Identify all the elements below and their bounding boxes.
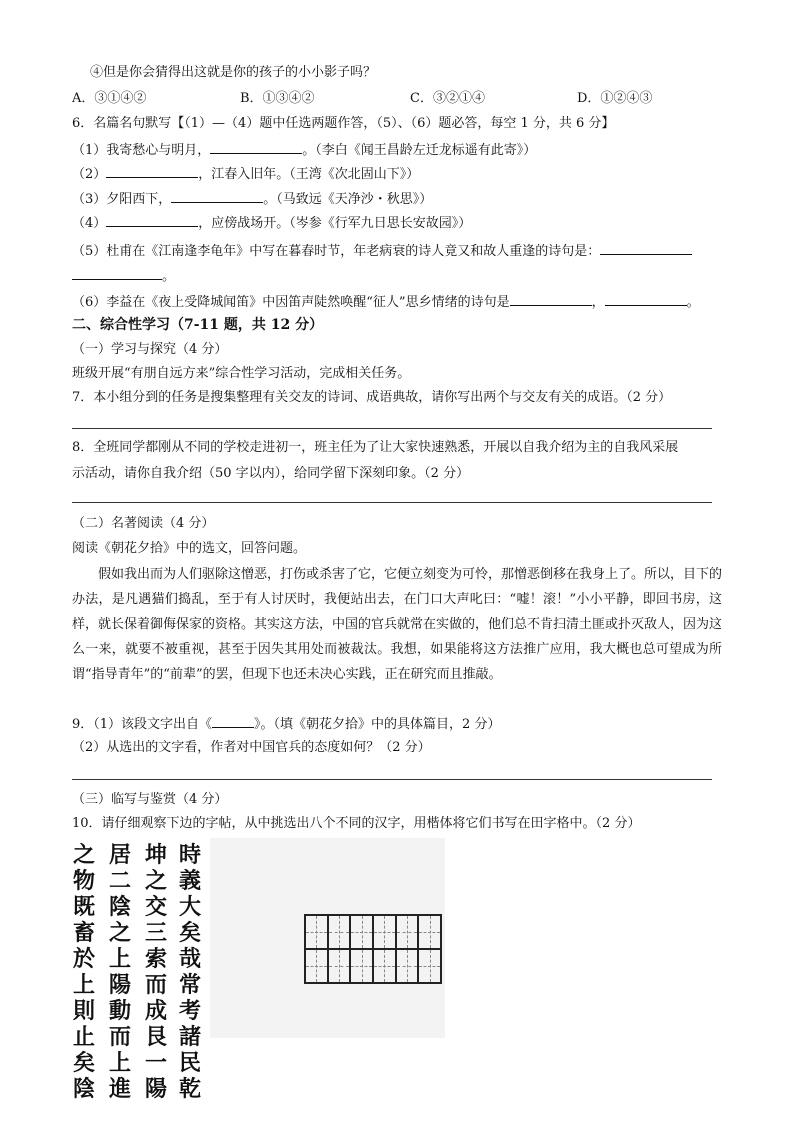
q9-part1-end: 》。（填《朝花夕拾》中的具体篇目，2 分）	[254, 717, 501, 732]
q6-line4-source: ，应傍战场开。（岑参《行军九日思长安故园》）	[198, 216, 472, 231]
activity-intro: 班级开展“有朋自远方来”综合性学习活动，完成相关任务。	[72, 366, 411, 381]
q5-options	[72, 90, 722, 108]
q6-line2	[72, 164, 419, 184]
grid-cell[interactable]	[373, 949, 396, 983]
calligraphy-column-2: 居二陰之上陽動而上進	[108, 842, 131, 1102]
grid-cell[interactable]	[350, 915, 373, 949]
q6-line5-cont	[72, 266, 175, 286]
option-c: C．③②①④	[410, 91, 485, 106]
q6-line2-text: （2）	[72, 167, 107, 182]
q6-line6-end: 。	[686, 295, 700, 310]
grid-cell[interactable]	[418, 949, 441, 983]
grid-cell[interactable]	[328, 915, 351, 949]
grid-cell[interactable]	[396, 915, 419, 949]
q6-line6-text: （6）李益在《夜上受降城闻笛》中因笛声陡然唤醒“征人”思乡情绪的诗句是	[72, 295, 510, 310]
q10-text: 10．请仔细观察下边的字帖，从中挑选出八个不同的汉字，用楷体将它们书写在田字格中。（2 分）	[72, 816, 641, 831]
reading-intro: 阅读《朝花夕拾》中的选文，回答问题。	[72, 541, 307, 556]
q7-answer-line[interactable]	[72, 428, 712, 429]
grid-cell[interactable]	[328, 949, 351, 983]
answer-blank[interactable]	[106, 164, 198, 178]
q6-line3-text: （3）夕阳西下，	[72, 192, 172, 207]
q6-line2-source: ，江春入旧年。（王湾《次北固山下》）	[198, 167, 420, 182]
q8-text-b: 示活动，请你自我介绍（50 字以内），给同学留下深刻印象。（2 分）	[72, 466, 470, 481]
answer-blank[interactable]	[72, 266, 162, 280]
answer-blank[interactable]	[600, 241, 692, 255]
answer-blank[interactable]	[106, 213, 198, 227]
q6-line6-comma: ，	[591, 295, 605, 310]
grid-cell[interactable]	[305, 949, 328, 983]
calligraphy-column-4: 時義大矣哉常考諸民乾	[178, 842, 201, 1102]
q6-line3	[72, 189, 432, 209]
grid-cell[interactable]	[418, 915, 441, 949]
q9-part1-text: 9．（1）该段文字出自《	[72, 717, 213, 732]
tianzige-grid	[304, 914, 442, 984]
option-b: B．①③④②	[240, 91, 315, 106]
q6-line5	[72, 241, 692, 261]
grid-cell[interactable]	[305, 915, 328, 949]
q6-line1-text: （1）我寄愁心与明月，	[72, 143, 211, 158]
option-a: A．③①④②	[72, 91, 147, 106]
q6-line5-text: （5）杜甫在《江南逢李龟年》中写在暮春时节，年老病衰的诗人竟又和故人重逢的诗句是：	[72, 244, 601, 259]
answer-blank[interactable]	[210, 140, 302, 154]
q6-line6	[72, 292, 700, 312]
sub2-heading: （二）名著阅读（4 分）	[72, 516, 215, 531]
calligraphy-column-3: 坤之交三索而成艮一陽	[144, 842, 167, 1102]
grid-cell[interactable]	[350, 949, 373, 983]
part2-title: 二、综合性学习（7-11 题，共 12 分）	[72, 317, 324, 333]
q7-text: 7．本小组分到的任务是搜集整理有关交友的诗词、成语典故，请你写出两个与交友有关的成语。（2 分）	[72, 390, 672, 405]
q9-answer-line[interactable]	[72, 779, 712, 780]
q6-line4	[72, 213, 471, 233]
q5-item4: ④但是你会猜得出这就是你的孩子的小小影子吗？	[90, 65, 377, 80]
q9-part2: （2）从选出的文字看，作者对中国官兵的态度如何？（2 分）	[72, 740, 431, 755]
grid-cell[interactable]	[396, 949, 419, 983]
passage-text: 假如我出而为人们驱除这憎恶，打伤或杀害了它，它便立刻变为可怜，那憎恶倒移在我身上了。所以，目下的办法，是凡遇猫们捣乱，至于有人讨厌时，我便站出去，在门口大声叱曰：“嘘！滚！”小小平静，即回书房，这样，就长保着御侮保家的资格。其实这方法，中国的官兵就常在实做的，他们总不肯扫清土匪或扑灭敌人，因为这么一来，就要不被重视，甚至于因失其用处而被裁汰。我想，如果能将这方法推广应用，我大概也总可望成为所谓“指导青年”的“前辈”的罢，但现下也还未决心实践，正在研究而且推敲。	[72, 567, 723, 682]
answer-blank[interactable]	[510, 292, 592, 306]
option-d: D．①②④③	[577, 91, 653, 106]
sub1-heading: （一）学习与探究（4 分）	[72, 342, 228, 357]
q6-line5-end: 。	[162, 269, 176, 284]
q6-line4-text: （4）	[72, 216, 107, 231]
q8-answer-line[interactable]	[72, 502, 712, 503]
grid-cell[interactable]	[373, 915, 396, 949]
answer-blank[interactable]	[605, 292, 687, 306]
calligraphy-column-1: 之物既畜於上則止矣陰	[72, 842, 95, 1102]
q8-text-a: 8．全班同学都刚从不同的学校走进初一，班主任为了让大家快速熟悉，开展以自我介绍为主的自我风采展	[72, 440, 679, 455]
answer-blank[interactable]	[171, 189, 263, 203]
q9-part1	[72, 714, 500, 734]
q6-title: 6．名篇名句默写【（1）—（4）题中任选两题作答，（5）、（6）题必答，每空 1 分，共 6 分】	[72, 116, 615, 131]
q6-line1	[72, 140, 536, 160]
q6-line3-source: 。（马致远《天净沙・秋思》）	[263, 192, 433, 207]
answer-blank[interactable]	[212, 714, 254, 728]
sub3-heading: （三）临写与鉴赏（4 分）	[72, 792, 228, 807]
q6-line1-source: 。（李白《闻王昌龄左迁龙标遥有此寄》）	[302, 143, 537, 158]
